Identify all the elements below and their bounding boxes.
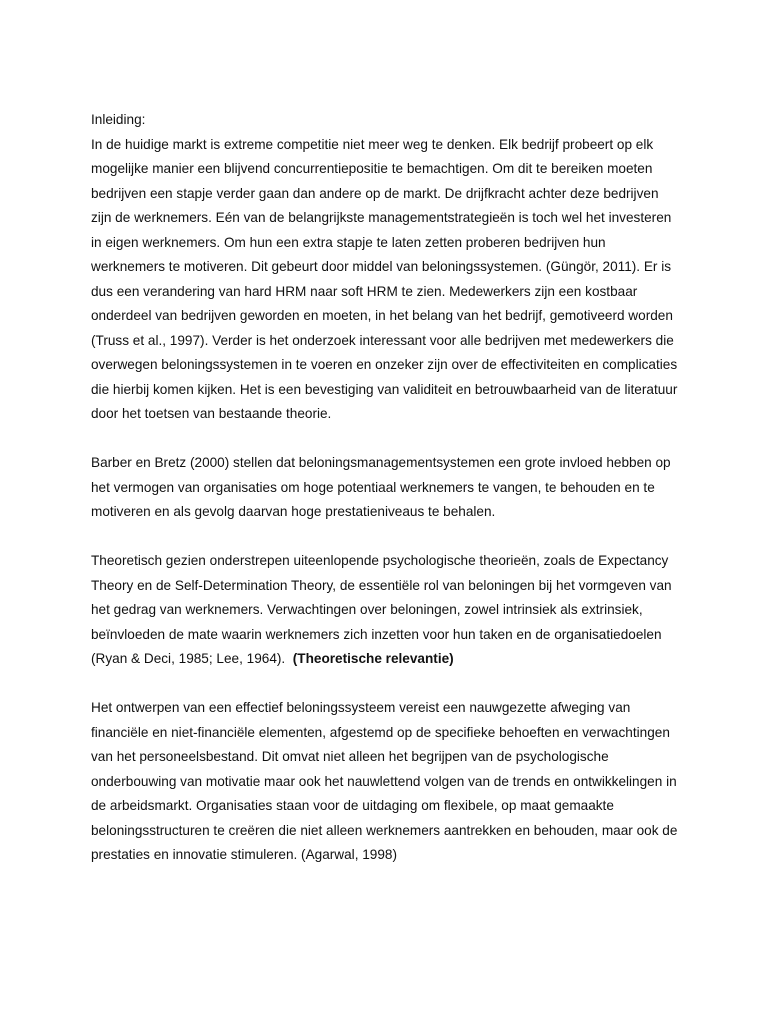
paragraph-reward-system-design: Het ontwerpen van een effectief beloningssysteem vereist een nauwgezette afweging van financiële en niet-financiële elementen, afgestemd op de specifieke behoeften en verwachtingen van het personeelsbestand. Dit omvat niet alleen het begrijpen van de psychologische onderbouwing van motivatie maar ook het nauwlettend volgen van de trends en ontwikkelingen in de arbeidsmarkt. Organisaties staan voor de uitdaging om flexibele, op maat gemaakte beloningsstructuren te creëren die niet alleen werknemers aantrekken en behouden, maar ook de prestaties en innovatie stimuleren. (Agarwal, 1998) xyxy=(91,700,678,862)
paragraph-theoretical-text: Theoretisch gezien onderstrepen uiteenlopende psychologische theorieën, zoals de Expectancy Theory en de Self-Determination Theory, de essentiële rol van beloningen bij het vormgeven van het gedrag van werknemers. Verwachtingen over beloningen, zowel intrinsiek als extrinsiek, beïnvloeden de mate waarin werknemers zich inzetten voor hun taken en de organisatiedoelen (Ryan & Deci, 1985; Lee, 1964). xyxy=(91,553,672,666)
section-heading: Inleiding: xyxy=(91,112,146,127)
document-page xyxy=(91,108,681,892)
paragraph-theoretical xyxy=(91,549,681,672)
paragraph-introduction: In de huidige markt is extreme competitie niet meer weg te denken. Elk bedrijf probeert op elk mogelijke manier een blijvend concurrentiepositie te bemachtigen. Om dit te bereiken moeten bedrijven een stapje verder gaan dan andere op de markt. De drijfkracht achter deze bedrijven zijn de werknemers. Eén van de belangrijkste managementstrategieën is toch wel het investeren in eigen werknemers. Om hun een extra stapje te laten zetten proberen bedrijven hun werknemers te motiveren. Dit gebeurt door middel van beloningssystemen. (Güngör, 2011). Er is dus een verandering van hard HRM naar soft HRM te zien. Medewerkers zijn een kostbaar onderdeel van bedrijven geworden en moeten, in het belang van het bedrijf, gemotiveerd worden (Truss et al., 1997). Verder is het onderzoek interessant voor alle bedrijven met medewerkers die overwegen beloningssystemen in te voeren en onzeker zijn over de effectiviteiten en complicaties die hierbij komen kijken. Het is een bevestiging van validiteit en betrouwbaarheid van de literatuur door het toetsen van bestaande theorie. xyxy=(91,136,678,421)
theoretical-relevance-label: (Theoretische relevantie) xyxy=(292,651,454,666)
paragraph-barber-bretz: Barber en Bretz (2000) stellen dat beloningsmanagementsystemen een grote invloed hebben op het vermogen van organisaties om hoge potentiaal werknemers te vangen, te behouden en te motiveren en als gevolg daarvan hoge prestatieniveaus te behalen. xyxy=(91,455,671,519)
